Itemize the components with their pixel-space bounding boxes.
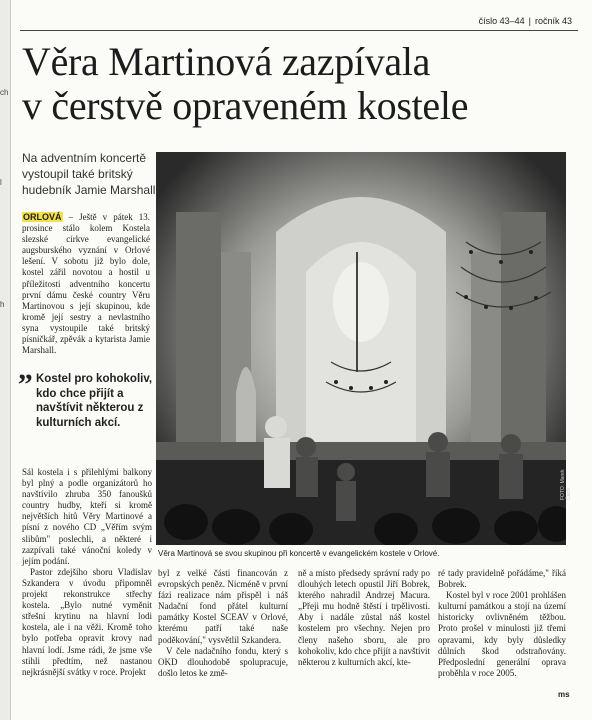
body-column-2: [158, 568, 288, 679]
masthead-separator: |: [528, 16, 531, 26]
paragraph: byl z velké části financován z evropských peněz. Nicméně v první fázi realizace nám přispěl i náš Nadační fond přátel kulturní památky Kostel SCEAV v Orlové, kterému patří také naše poděkování," vysvětlil Szkandera.: [158, 568, 288, 645]
masthead: [477, 16, 574, 26]
photo-caption: Věra Martinová se svou skupinou při koncertě v evangelickém kostele v Orlové.: [158, 549, 440, 558]
paragraph: Kostel byl v roce 2001 prohlášen kulturní památkou a stojí na území historicky ovlivněném těžbou. Proto prošel v minulosti již třemi opravami, kdy byly důsledky důlních škod odstraňovány. Předposlední generální oprava proběhla v roce 2005.: [438, 590, 566, 678]
body-column-4: [438, 568, 566, 679]
photo-credit: FOTO: Marek Čech: [560, 469, 572, 500]
lead-text: – Ještě v pátek 13. prosince stálo kolem Kostela slezské církve evangelické augsburského vyznání v Orlové lešení. V sobotu již bylo dole, kostel zářil novotou a hostil u příležitosti adventního koncertu první dámu české country Věru Martinovou s její skupinou, kde kromě její sestry a nevlastního syna vystoupile také britský písničkář, zpěvák a kytarista Jamie Marshall.: [22, 212, 150, 356]
paragraph: ně a místo předsedy správní rady po dlouhých letech opustil Jiří Bobrek, kterého nahradil Andrzej Macura. „Přeji mu hodně štěstí i trpělivosti. Aby i nadále zůstal náš kostel kostelem pro všechny. Nejen pro členy našeho sboru, ale pro kohokoliv, kdo chce přijít a navštívit některou z kulturních akcí, kte-: [298, 568, 430, 667]
paragraph: Pastor zdejšího sboru Vladislav Szkandera v úvodu připomněl projekt rekonstrukce střechy kostela. „Bylo nutné vyměnit střešní krytinu na hlavní lodi kostela, ale i na věži. Kromě toho bylo potřeba opravit krovy nad hlavní lodí. Jsme rádi, že jsme vše stihli předtím, než nastanou nejkrásnější svátky v roce. Projekt: [22, 566, 152, 677]
body-column-3: [298, 568, 430, 668]
volume-number: ročník 43: [534, 16, 572, 26]
paragraph: Sál kostela i s přilehlými balkony byl plný a podle organizátorů ho navštívilo zhruba 350 fanoušků country hudby, kteří si kromě největších hitů Věry Martinové a písní z nového CD „Věřím svým slibům" poslechli, a některé i zazpívali také vánoční koledy v jejím podání.: [22, 467, 152, 566]
concert-photo: [156, 152, 566, 545]
headline-line-2: v čerstvě opraveném kostele: [22, 83, 469, 128]
dateline: ORLOVÁ: [23, 212, 62, 222]
lead-paragraph: [22, 212, 150, 356]
author-signature: ms: [558, 690, 570, 699]
body-column-1: [22, 467, 152, 678]
subheadline: Na adventním koncertě vystoupil také britský hudebník Jamie Marshall: [22, 151, 156, 197]
headline: [22, 40, 582, 128]
paragraph: ré tady pravidelně pořádáme," říká Bobrek.: [438, 568, 566, 590]
paragraph: V čele nadačního fondu, který s OKD dlouhodobě spolupracuje, došlo letos ke změ-: [158, 645, 288, 678]
page-edge: [0, 0, 11, 720]
edge-text-3: h: [0, 300, 5, 309]
edge-text-2: l: [0, 178, 2, 187]
header-rule: [20, 30, 578, 31]
quote-mark-icon: „: [18, 353, 33, 386]
pull-quote: Kostel pro kohokoliv, kdo chce přijít a navštívit některou z kulturních akcí.: [36, 373, 153, 429]
edge-text-1: ch: [0, 88, 9, 97]
issue-number: číslo 43–44: [478, 16, 525, 26]
headline-line-1: Věra Martinová zazpívala: [22, 39, 431, 84]
